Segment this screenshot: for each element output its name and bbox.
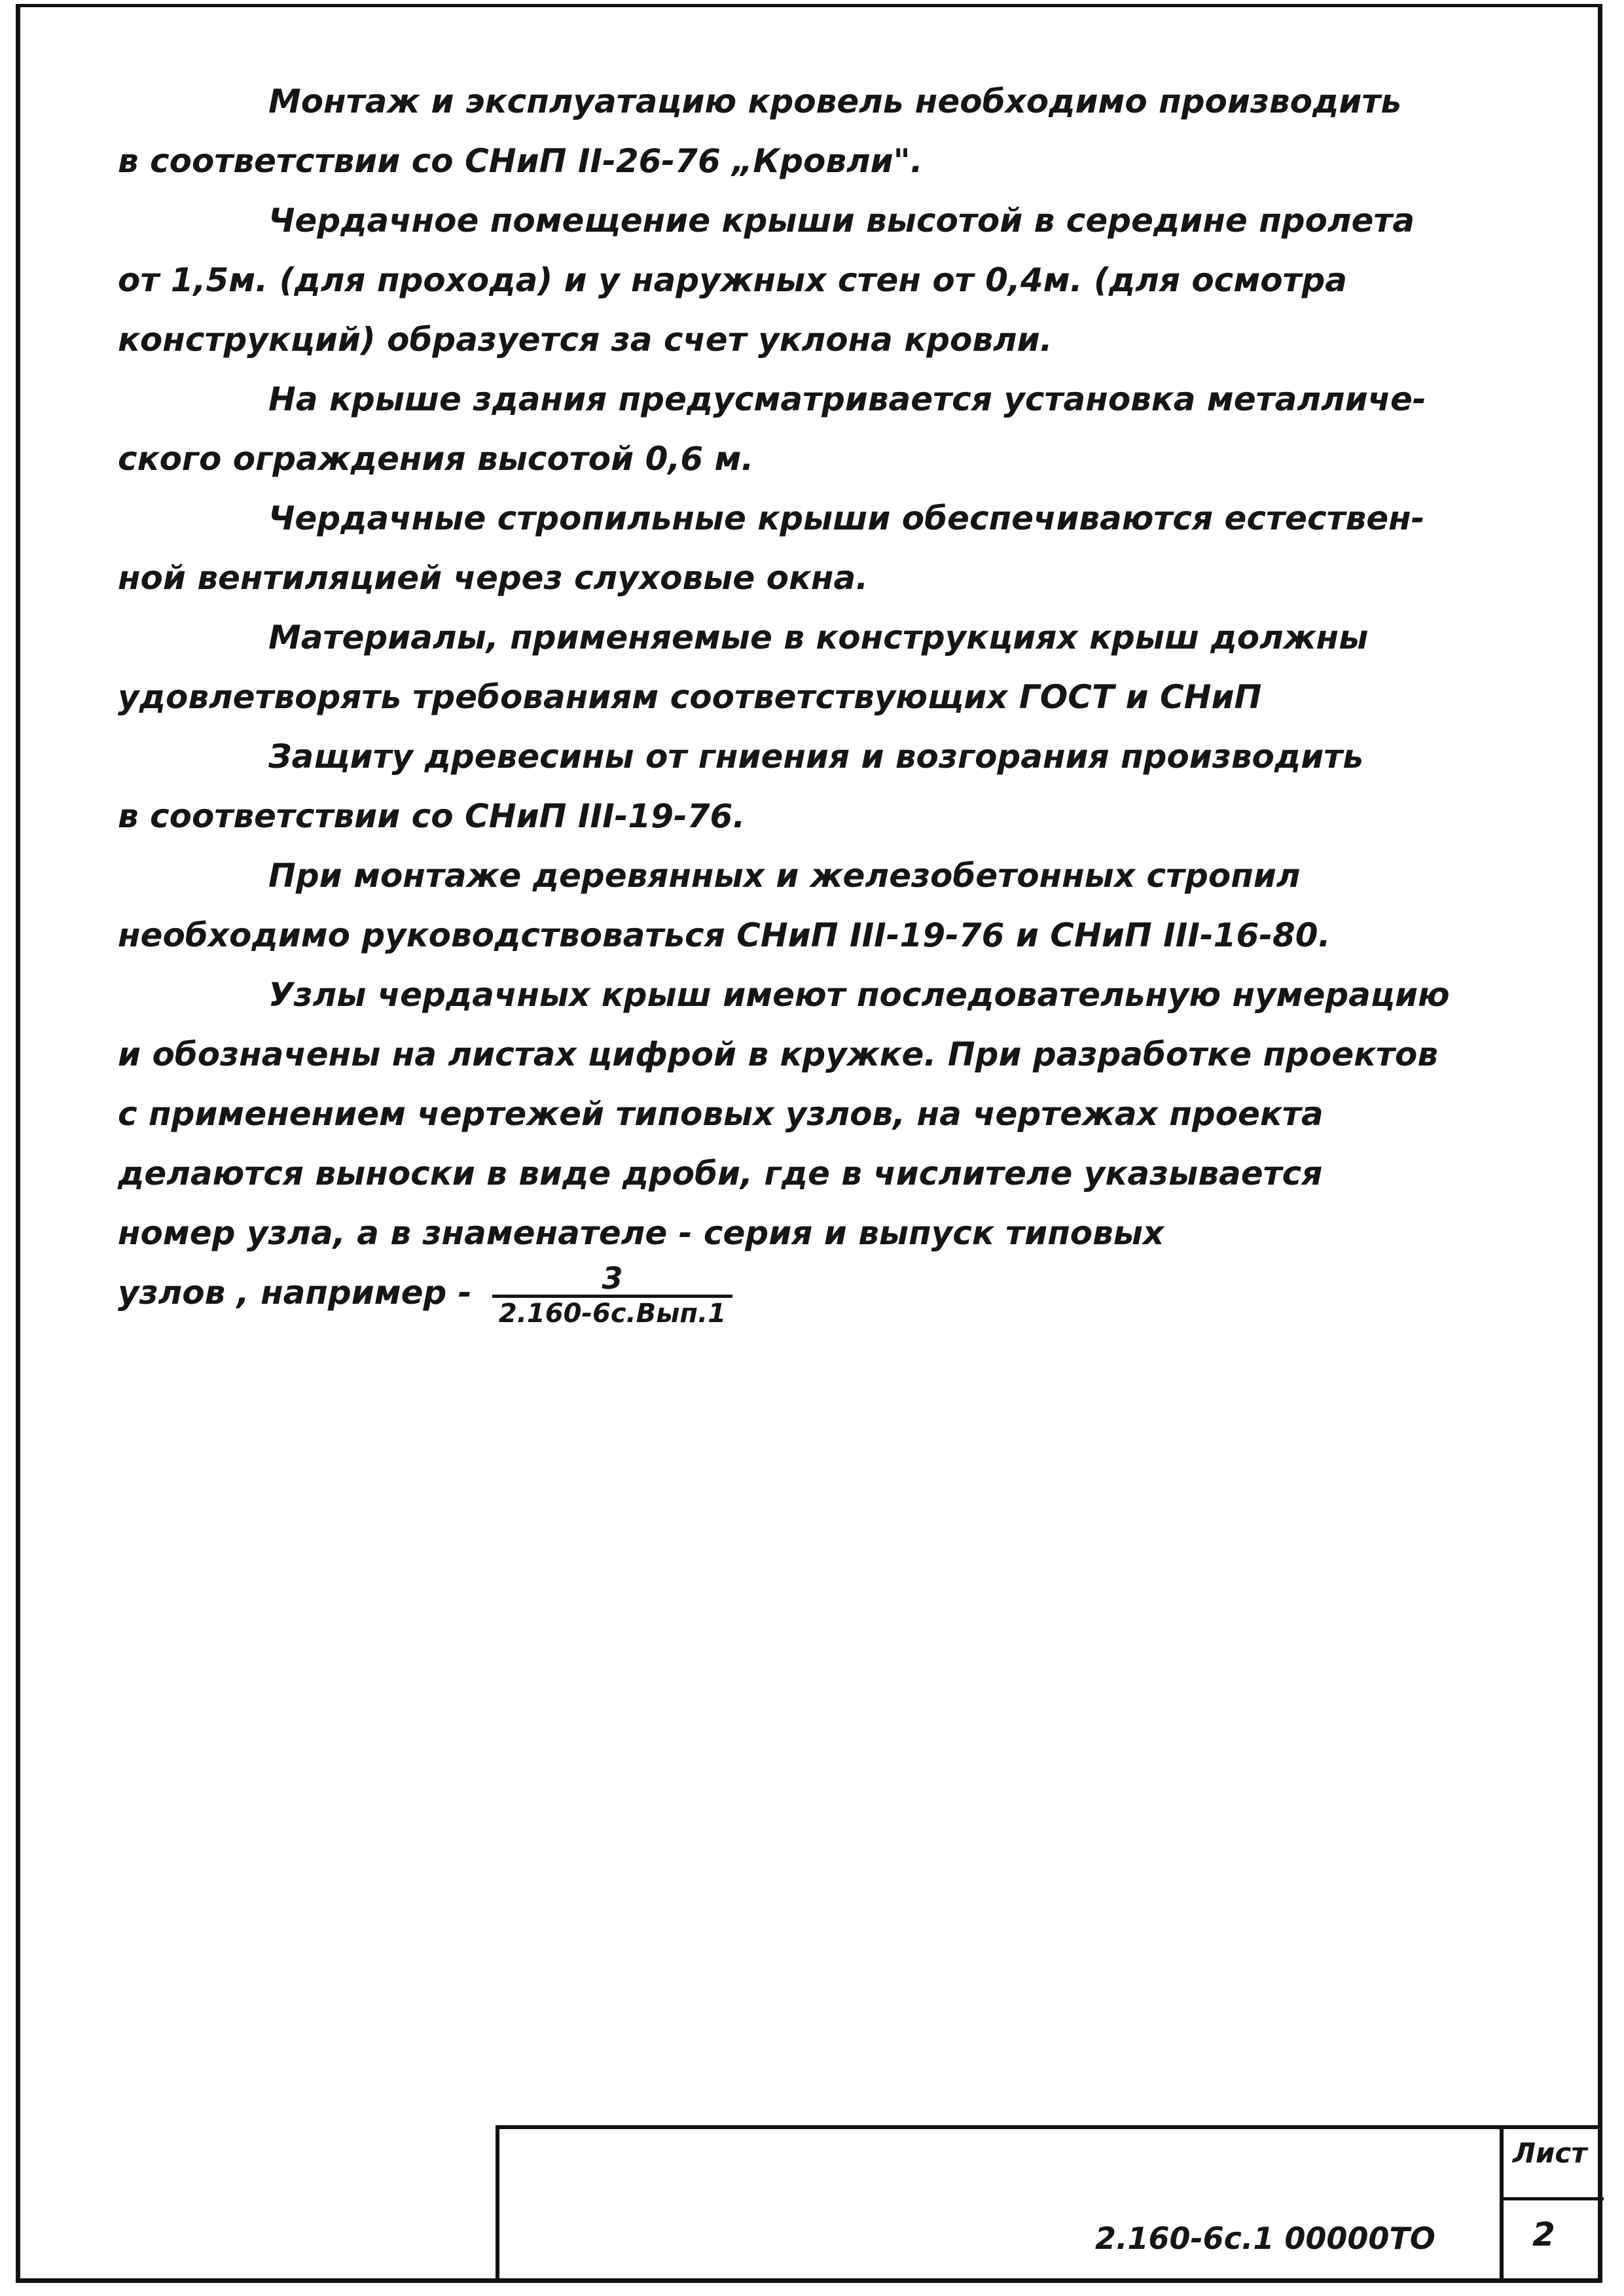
stamp-divider — [1500, 2129, 1504, 2282]
document-code: 2.160-6с.1 00000ТО — [1095, 2221, 1435, 2256]
paragraph-line: Чердачное помещение крыши высотой в середине пролета — [268, 202, 1415, 240]
fraction-numerator: 3 — [602, 1261, 623, 1296]
stamp-divider-horizontal — [1504, 2197, 1604, 2200]
explanatory-note-text — [118, 72, 1571, 1327]
paragraph-line: в соответствии со СНиП II-26-76 „Кровли". — [118, 142, 923, 180]
paragraph-line: и обозначены на листах цифрой в кружке. При разработке проектов — [118, 1035, 1439, 1073]
paragraph-line: При монтаже деревянных и железобетонных стропил — [268, 857, 1301, 895]
paragraph-line: Узлы чердачных крыш имеют последовательную нумерацию — [268, 976, 1450, 1014]
paragraph-line: На крыше здания предусматривается установка металличе- — [268, 380, 1426, 418]
example-fraction — [492, 1263, 732, 1327]
paragraph-line: необходимо руководствоваться СНиП III-19-76 и СНиП III-16-80. — [118, 916, 1331, 954]
sheet-number: 2 — [1532, 2215, 1555, 2253]
example-line — [118, 1263, 1571, 1327]
paragraph-line: Материалы, применяемые в конструкциях крыш должны — [268, 619, 1369, 656]
paragraph-line: с применением чертежей типовых узлов, на чертежах проекта — [118, 1095, 1324, 1133]
paragraph-line: Монтаж и эксплуатацию кровель необходимо производить — [268, 82, 1401, 120]
paragraph-line: ной вентиляцией через слуховые окна. — [118, 559, 869, 597]
paragraph-line: Защиту древесины от гниения и возгорания производить — [268, 738, 1363, 776]
fraction-denominator: 2.160-6с.Вып.1 — [492, 1295, 732, 1327]
paragraph-line: удовлетворять требованиям соответствующих ГОСТ и СНиП — [118, 678, 1262, 716]
paragraph-line: Чердачные стропильные крыши обеспечиваются естествен- — [268, 499, 1425, 537]
paragraph-line: делаются выноски в виде дроби, где в числителе указывается — [118, 1155, 1323, 1193]
paragraph-line: номер узла, а в знаменателе - серия и выпуск типовых — [118, 1214, 1164, 1252]
sheet-label: Лист — [1513, 2137, 1587, 2169]
paragraph-line: в соответствии со СНиП III-19-76. — [118, 797, 746, 835]
example-prefix: узлов , например - — [118, 1274, 472, 1312]
paragraph-line: от 1,5м. (для прохода) и у наружных стен от 0,4м. (для осмотра — [118, 261, 1348, 299]
title-block-stamp — [496, 2125, 1600, 2282]
paragraph-line: конструкций) образуется за счет уклона кровли. — [118, 321, 1053, 359]
paragraph-line: ского ограждения высотой 0,6 м. — [118, 440, 754, 478]
